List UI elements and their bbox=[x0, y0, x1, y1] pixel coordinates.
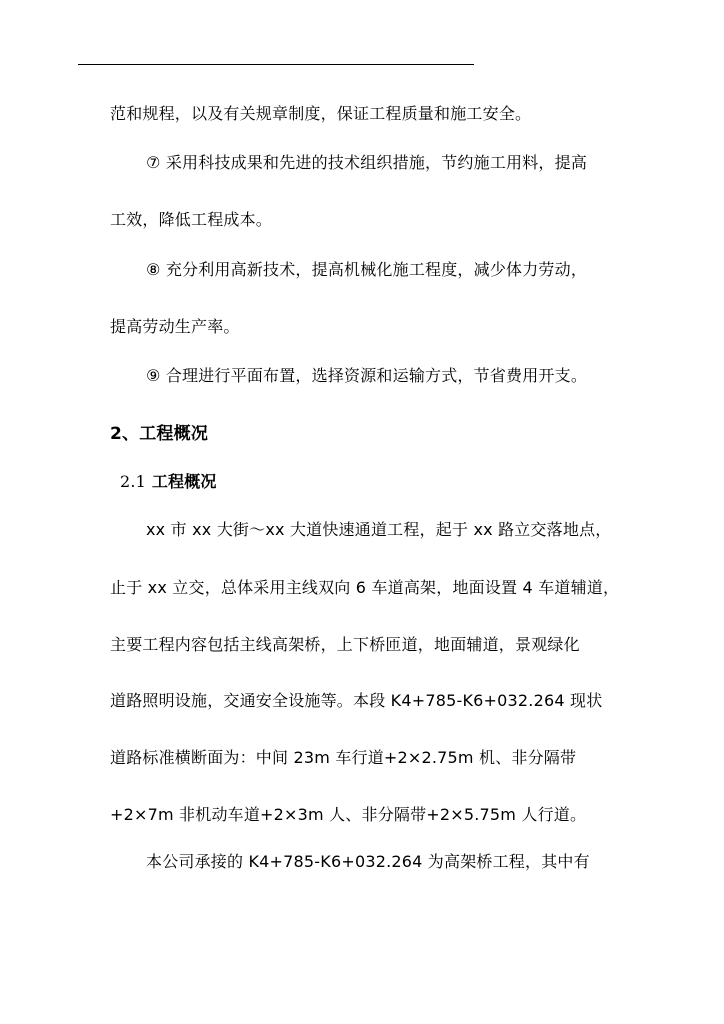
subsection-heading bbox=[120, 472, 217, 492]
body-line: 提高劳动生产率。 bbox=[110, 317, 240, 336]
overview-line: 主要工程内容包括主线高架桥，上下桥匝道，地面辅道，景观绿化 bbox=[110, 635, 580, 654]
overview-line: xx 市 xx 大街～xx 大道快速通道工程，起于 xx 路立交落地点， bbox=[146, 520, 612, 539]
list-item-9: ⑨ 合理进行平面布置，选择资源和运输方式，节省费用开支。 bbox=[146, 366, 588, 385]
list-item-7: ⑦ 采用科技成果和先进的技术组织措施，节约施工用料，提高 bbox=[146, 153, 588, 172]
subsection-title: 工程概况 bbox=[151, 472, 217, 491]
overview-line: 道路标准横断面为：中间 23m 车行道+2×2.75m 机、非分隔带 bbox=[110, 748, 577, 767]
list-item-8: ⑧ 充分利用高新技术，提高机械化施工程度，减少体力劳动， bbox=[146, 260, 588, 279]
overview-line: +2×7m 非机动车道+2×3m 人、非分隔带+2×5.75m 人行道。 bbox=[110, 805, 587, 824]
header-rule bbox=[78, 64, 474, 65]
overview-line: 止于 xx 立交，总体采用主线双向 6 车道高架，地面设置 4 车道辅道， bbox=[110, 578, 620, 597]
section-heading: 2、工程概况 bbox=[110, 424, 209, 444]
body-line: 范和规程，以及有关规章制度，保证工程质量和施工安全。 bbox=[110, 104, 532, 123]
subsection-number: 2.1 bbox=[120, 472, 147, 491]
overview-line: 本公司承接的 K4+785-K6+032.264 为高架桥工程，其中有 bbox=[146, 852, 590, 871]
body-line: 工效，降低工程成本。 bbox=[110, 210, 273, 229]
overview-line: 道路照明设施，交通安全设施等。本段 K4+785-K6+032.264 现状 bbox=[110, 691, 603, 710]
